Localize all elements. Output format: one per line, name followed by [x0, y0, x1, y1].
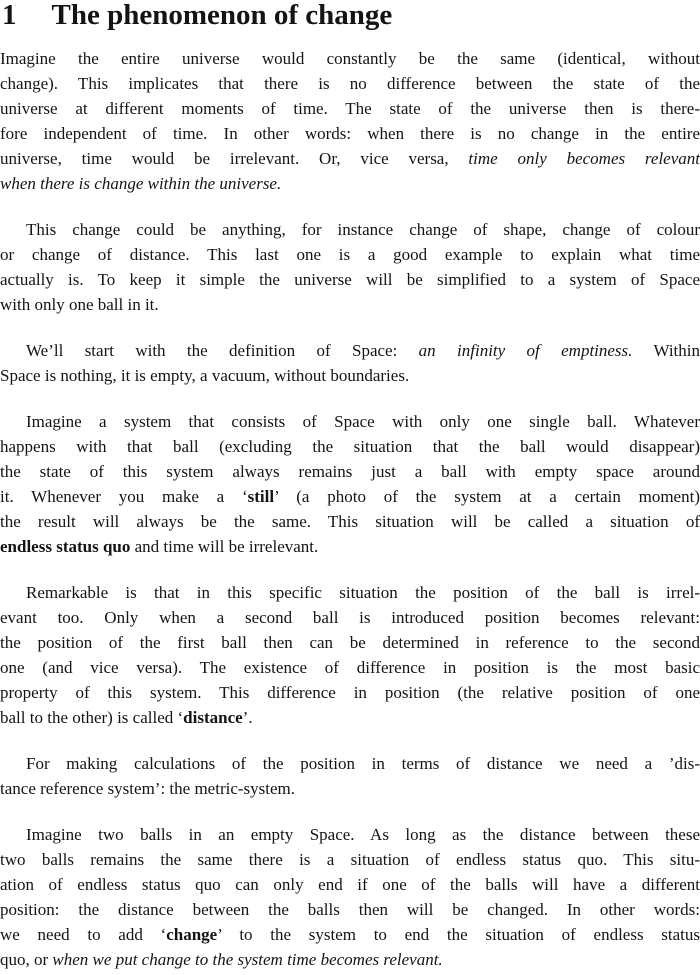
text-line: [0, 46, 700, 71]
text-segment: actually is. To keep it simple the universe will be simplified to a system of Space: [0, 270, 700, 289]
text-segment: with only one ball in it.: [0, 295, 159, 314]
section-number: 1: [2, 0, 17, 31]
text-segment: the position of the first ball then can be determined in reference to the second: [0, 633, 700, 652]
paragraph: [0, 580, 700, 730]
text-segment: happens with that ball (excluding the situation that the ball would disappear): [0, 437, 700, 456]
text-segment: Imagine a system that consists of Space with only one single ball. Whatever: [26, 412, 700, 431]
text-segment: endless status quo: [0, 537, 131, 556]
text-segment: tance reference system’: the metric-system.: [0, 779, 296, 798]
text-segment: We’ll start with the definition of Space:: [26, 341, 419, 360]
text-line: [0, 434, 700, 459]
text-line: [0, 872, 700, 897]
text-line: [0, 217, 700, 242]
text-line: [0, 409, 700, 434]
text-line: [0, 847, 700, 872]
text-line: [0, 484, 700, 509]
paragraph: [0, 217, 700, 317]
text-line: [0, 822, 700, 847]
text-line: [0, 680, 700, 705]
text-segment: when there is change within the universe.: [0, 174, 282, 193]
text-segment: it. Whenever you make a ‘: [0, 487, 248, 506]
text-segment: and time will be irrelevant.: [130, 537, 319, 556]
text-segment: quo, or: [0, 950, 53, 969]
text-segment: two balls remains the same there is a situation of endless status quo. This situ-: [0, 850, 700, 869]
text-segment: position: the distance between the balls then will be changed. In other words:: [0, 900, 700, 919]
text-line: [0, 96, 700, 121]
text-line: [0, 292, 700, 317]
text-line: [0, 509, 700, 534]
text-line: [0, 338, 700, 363]
text-segment: Within: [632, 341, 700, 360]
text-segment: an infinity of emptiness.: [418, 341, 633, 360]
text-line: [0, 121, 700, 146]
text-segment: ’ (a photo of the system at a certain moment): [274, 487, 700, 506]
text-line: [0, 605, 700, 630]
text-segment: universe at different moments of time. The state of the universe then is there-: [0, 99, 700, 118]
text-line: [0, 776, 700, 801]
section-heading: [0, 0, 700, 30]
paragraph: [0, 409, 700, 559]
text-segment: the state of this system always remains just a ball with empty space around: [0, 462, 700, 481]
text-line: [0, 71, 700, 96]
text-line: [0, 267, 700, 292]
text-segment: one (and vice versa). The existence of difference in position is the most basic: [0, 658, 700, 677]
section-title: The phenomenon of change: [51, 0, 393, 31]
document-body: [0, 46, 700, 972]
text-segment: change: [166, 925, 218, 944]
text-line: [0, 171, 700, 196]
paragraph: [0, 822, 700, 972]
paragraph: [0, 46, 700, 196]
text-line: [0, 947, 700, 972]
text-segment: ’.: [242, 708, 253, 727]
text-segment: evant too. Only when a second ball is introduced position becomes relevant:: [0, 608, 700, 627]
text-segment: ball to the other) is called ‘: [0, 708, 184, 727]
text-line: [0, 363, 700, 388]
text-segment: For making calculations of the position in terms of distance we need a ’dis-: [26, 754, 700, 773]
text-line: [0, 630, 700, 655]
text-line: [0, 922, 700, 947]
text-segment: Remarkable is that in this specific situation the position of the ball is irrel-: [26, 583, 700, 602]
text-segment: distance: [183, 708, 243, 727]
text-segment: still: [247, 487, 275, 506]
text-line: [0, 705, 700, 730]
paragraph: [0, 338, 700, 388]
text-segment: or change of distance. This last one is a good example to explain what time: [0, 245, 700, 264]
text-line: [0, 751, 700, 776]
text-segment: Space is nothing, it is empty, a vacuum, without boundaries.: [0, 366, 410, 385]
text-line: [0, 242, 700, 267]
text-segment: we need to add ‘: [0, 925, 167, 944]
text-segment: time only becomes relevant: [468, 149, 700, 168]
text-segment: Imagine the entire universe would constantly be the same (identical, without: [0, 49, 700, 68]
text-segment: ation of endless status quo can only end if one of the balls will have a different: [0, 875, 700, 894]
text-line: [0, 897, 700, 922]
text-line: [0, 534, 700, 559]
text-segment: Imagine two balls in an empty Space. As long as the distance between these: [26, 825, 700, 844]
text-line: [0, 655, 700, 680]
text-segment: universe, time would be irrelevant. Or, vice versa,: [0, 149, 469, 168]
text-line: [0, 146, 700, 171]
text-segment: fore independent of time. In other words: when there is no change in the entire: [0, 124, 700, 143]
text-segment: the result will always be the same. This situation will be called a situation of: [0, 512, 700, 531]
paragraph: [0, 751, 700, 801]
text-segment: This change could be anything, for instance change of shape, change of colour: [26, 220, 700, 239]
text-segment: property of this system. This difference in position (the relative position of one: [0, 683, 700, 702]
text-line: [0, 580, 700, 605]
text-line: [0, 459, 700, 484]
text-segment: when we put change to the system time becomes relevant.: [52, 950, 443, 969]
text-segment: ’ to the system to end the situation of endless status: [217, 925, 700, 944]
text-segment: change). This implicates that there is no difference between the state of the: [0, 74, 700, 93]
